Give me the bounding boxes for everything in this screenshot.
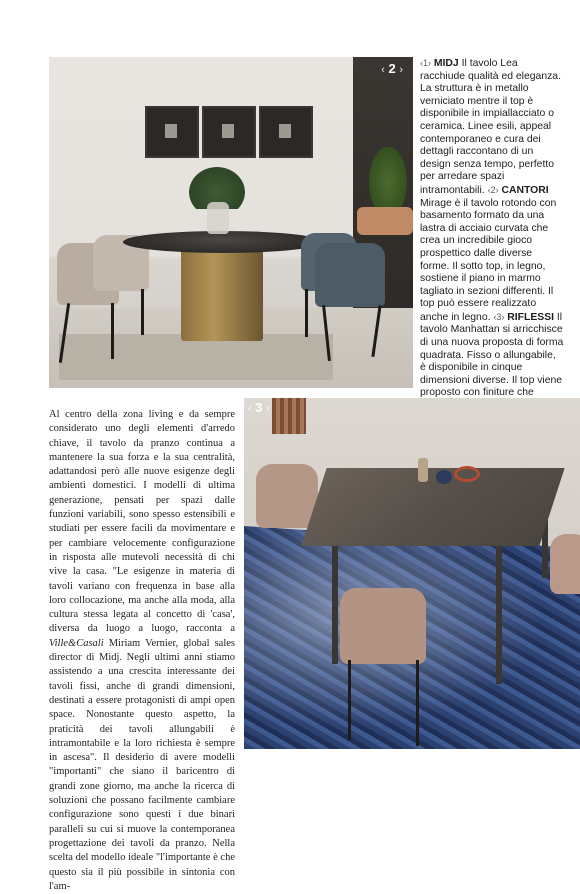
chair: [550, 534, 580, 594]
vase: [207, 202, 229, 234]
chair: [315, 243, 385, 307]
shelf: [272, 398, 306, 434]
chair: [256, 464, 318, 528]
article-body: [49, 408, 235, 894]
chair-leg: [416, 660, 419, 746]
chair-leg: [141, 289, 144, 335]
photo-number-badge: ‹ 3 ›: [248, 400, 270, 415]
wall-art-1: [145, 106, 199, 158]
caption-item: ‹3› RIFLESSI Il tavolo Manhattan si arricchisce di una nuova proposta di forma quadrata. Fisso o allungabile, è disponibile in cinque dimensioni diverse. Il top viene proposto con finiture che: [420, 311, 564, 399]
photo-number-badge: ‹ 2 ›: [381, 61, 403, 76]
chair: [340, 588, 426, 664]
table-top: [123, 231, 323, 253]
table-leg: [496, 544, 502, 684]
wall-art-2: [202, 106, 256, 158]
table-base: [181, 249, 263, 341]
article-paragraph: Al centro della zona living e da sempre considerato uno degli elementi d'arredo chiave, il tavolo da pranzo continua a mantenere la sua forza e la sua centralità, adattandosi però alle nuove esigenze degli ambienti domestici. I modelli di ultima generazione, pensati per spazi dalle funzioni variabili, sono spesso estensibili e studiati per essere facili da movimentare e per cambiare velocemente configurazione in risposta alle mutevoli necessità di chi vive la casa. "Le esigenze in materia di tavoli variano con frequenza in base alla loro collocazione, ma anche alla moda, alla cultura stessa legata al concetto di 'casa', diversa da luogo a luogo, racconta a Ville&Casali Miriam Vernier, global sales director di Midj. Negli ultimi anni stiamo assistendo a una crescita interessante dei tavoli fissi, anche di grandi dimensioni, destinati a essere protagonisti di ampi open space. Nonostante questo aspetto, la praticità dei tavoli allungabili è intramontabile e la loro richiesta è sempre in ascesa". Il desiderio di avere modelli "importanti" che siano il baricentro di grandi zone giorno, ma anche la ricerca di soluzioni che possano facilmente cambiare configurazione sono questi i due binari paralleli su cui si muove la contemporanea progettazione dei tavoli da pranzo. Nella scelta del modello ideale "l'importante è che questo sia il più possibile in sintonia con l'am-: [49, 409, 235, 892]
photo-square-table: [244, 398, 580, 749]
decor-objects: [416, 458, 476, 488]
table-leg: [332, 544, 338, 664]
chair-leg: [348, 660, 351, 740]
chair-leg: [305, 289, 308, 337]
caption-item: ‹2› CANTORI Mirage è il tavolo rotondo con basamento formato da una lastra di acciaio curvata che crea un incredibile gioco prospettico dalle diverse forme. Il sotto top, in legno, sostiene il piano in marmo tagliato in sezioni differenti. Il top può essere realizzato anche in legno.: [420, 184, 557, 323]
chair-leg: [111, 303, 114, 359]
caption-item: ‹1› MIDJ Il tavolo Lea racchiude qualità ed eleganza. La struttura è in metallo verniciato mentre il top è disponibile in impiallacciato o ceramica. Linee esili, appeal contemporaneo e cura dei dettagli raccontano di un design senza tempo, perfetto per arredare spazi intramontabili.: [420, 58, 561, 196]
caption-column: [420, 57, 564, 438]
wall-art-3: [259, 106, 313, 158]
sofa: [357, 207, 413, 235]
photo-round-table: [49, 57, 413, 388]
